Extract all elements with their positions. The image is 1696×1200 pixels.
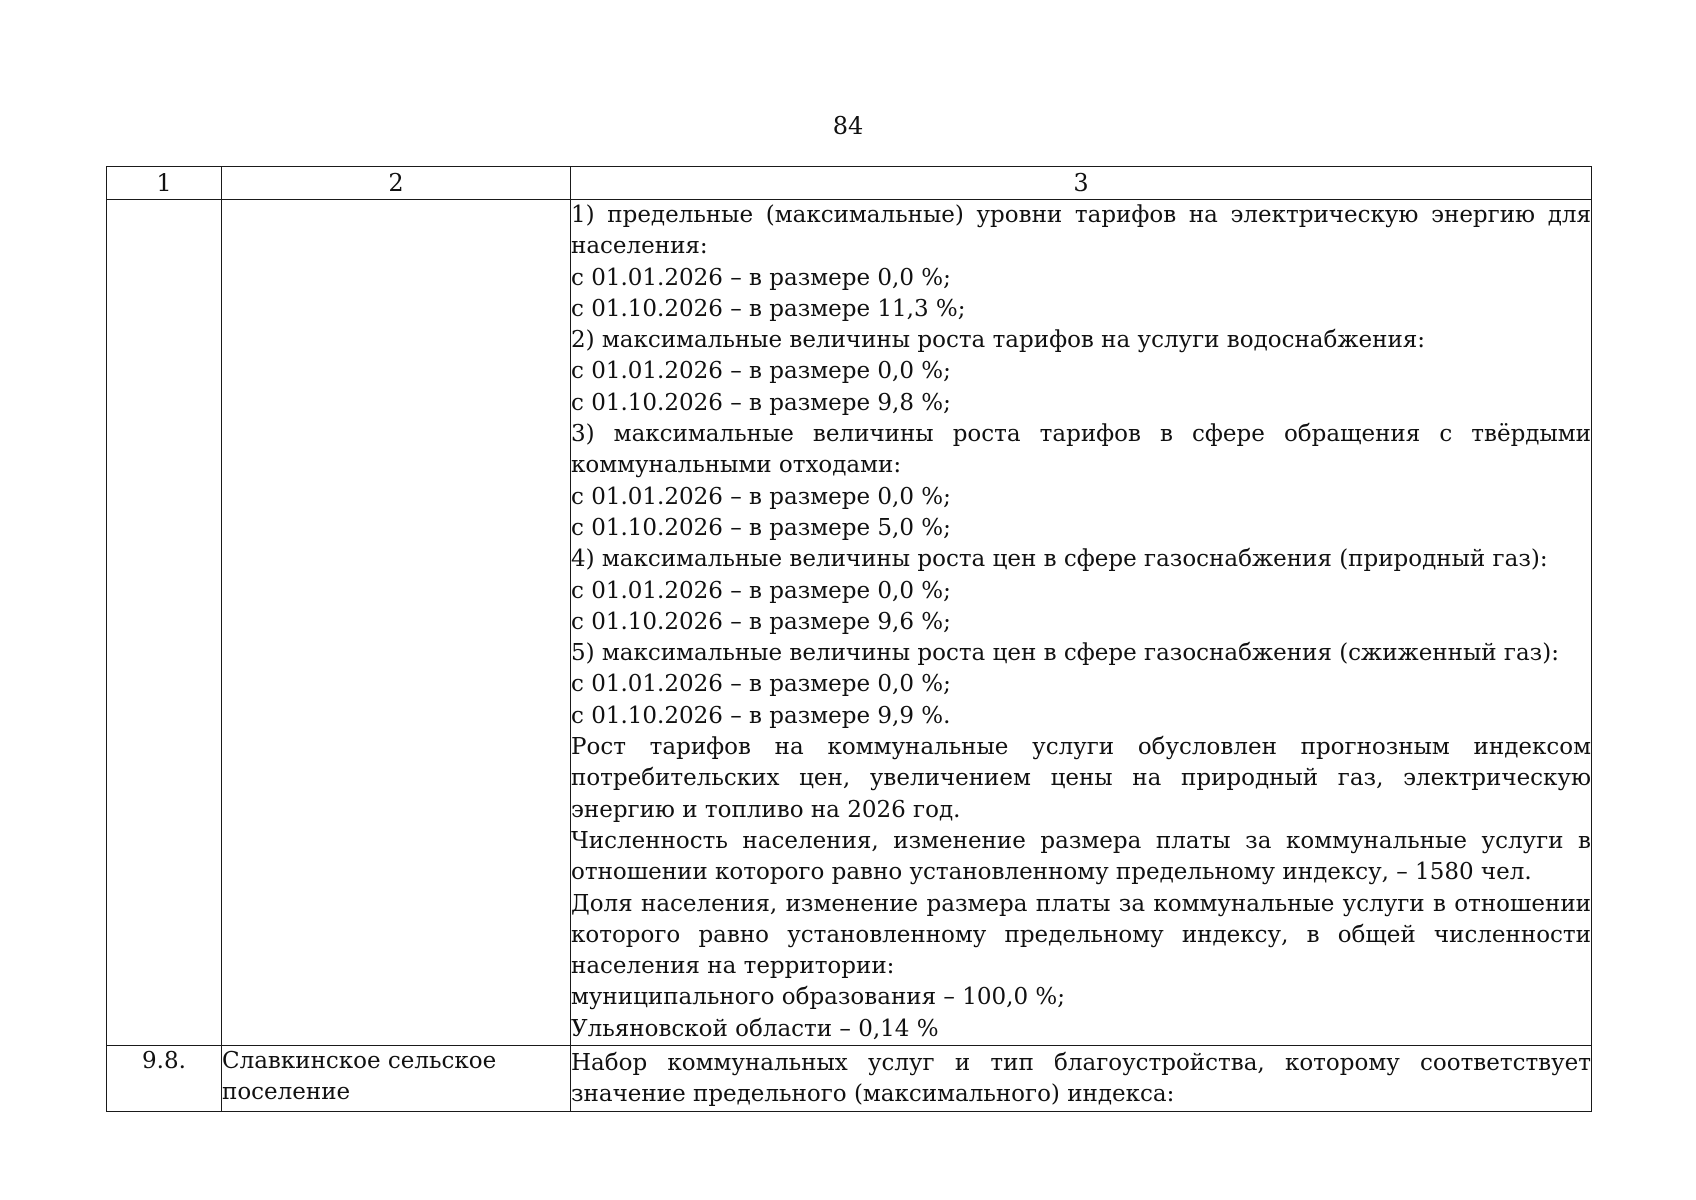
paragraph: Рост тарифов на коммунальные услуги обусловлен прогнозным индексом потребительских цен, увеличением цены на природный газ, электрическую энергию и топливо на 2026 год. — [571, 734, 1591, 823]
paragraph: с 01.10.2026 – в размере 11,3 %; — [571, 295, 966, 322]
paragraph: Ульяновской области – 0,14 % — [571, 1015, 939, 1042]
municipality-cell — [222, 200, 571, 1046]
paragraph: с 01.01.2026 – в размере 0,0 %; — [571, 358, 951, 385]
table-row — [107, 1046, 1592, 1112]
paragraph: с 01.01.2026 – в размере 0,0 %; — [571, 483, 951, 510]
header-col-1: 1 — [107, 167, 222, 200]
paragraph: 2) максимальные величины роста тарифов на услуги водоснабжения: — [571, 327, 1426, 354]
paragraph: с 01.01.2026 – в размере 0,0 %; — [571, 671, 951, 698]
paragraph: муниципального образования – 100,0 %; — [571, 984, 1065, 1011]
paragraph: с 01.01.2026 – в размере 0,0 %; — [571, 264, 951, 291]
description-cell — [571, 1046, 1592, 1112]
description-cell — [571, 200, 1592, 1046]
paragraph: с 01.10.2026 – в размере 9,6 %; — [571, 608, 951, 635]
header-col-3: 3 — [571, 167, 1592, 200]
paragraph: с 01.01.2026 – в размере 0,0 %; — [571, 577, 951, 604]
row-number-cell: 9.8. — [107, 1046, 222, 1112]
paragraph: с 01.10.2026 – в размере 9,9 %. — [571, 702, 951, 729]
municipality-cell: Славкинское сельское поселение — [222, 1046, 571, 1112]
table-header-row — [107, 167, 1592, 200]
row-number-cell — [107, 200, 222, 1046]
paragraph: Доля населения, изменение размера платы за коммунальные услуги в отношении которого равно установленному предельному индексу, в общей численности населения на территории: — [571, 890, 1591, 980]
paragraph: с 01.10.2026 – в размере 9,8 %; — [571, 389, 951, 416]
tariff-table — [106, 166, 1592, 1112]
paragraph: Численность населения, изменение размера платы за коммунальные услуги в отношении которого равно установленному предельному индексу, – 1580 чел. — [571, 827, 1591, 886]
paragraph: 4) максимальные величины роста цен в сфере газоснабжения (природный газ): — [571, 546, 1548, 573]
paragraph: с 01.10.2026 – в размере 5,0 %; — [571, 514, 951, 541]
paragraph: Набор коммунальных услуг и тип благоустройства, которому соответствует значение предельного (максимального) индекса: — [571, 1050, 1591, 1108]
header-col-2: 2 — [222, 167, 571, 200]
paragraph: 1) предельные (максимальные) уровни тарифов на электрическую энергию для населения: — [571, 202, 1591, 260]
paragraph: 3) максимальные величины роста тарифов в сфере обращения с твёрдыми коммунальными отходами: — [571, 421, 1591, 479]
table-row — [107, 200, 1592, 1046]
page-number: 84 — [832, 112, 864, 140]
paragraph: 5) максимальные величины роста цен в сфере газоснабжения (сжиженный газ): — [571, 640, 1559, 667]
